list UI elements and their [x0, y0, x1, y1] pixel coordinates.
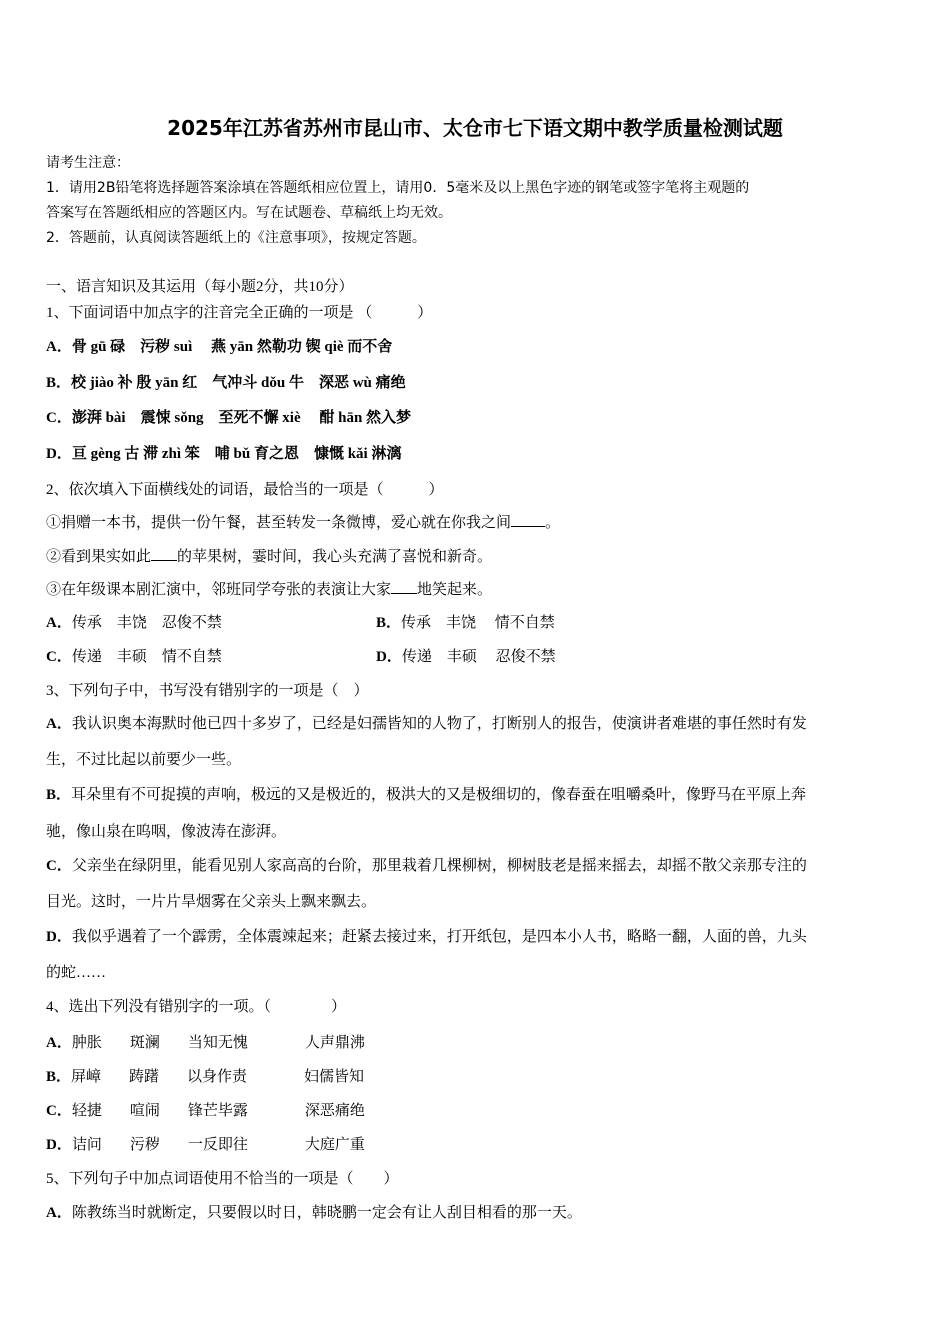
- option-label: B．: [46, 375, 72, 391]
- option-text: 耳朵里有不可捉摸的声响，极远的又是极近的，极洪大的又是极细切的，像春蚕在咀嚼桑叶，像野马在平原上奔: [71, 787, 807, 803]
- option-label: D．: [46, 929, 72, 945]
- option-label: B．: [376, 615, 402, 631]
- question-3-option-a-line-2: 生，不过比起以前要少一些。: [46, 752, 242, 768]
- question-2-sentence-3: [46, 578, 492, 599]
- option-label: C．: [46, 858, 72, 874]
- question-2-stem: 2、依次填入下面横线处的词语，最恰当的一项是（ ）: [46, 482, 444, 498]
- word: 深恶痛绝: [304, 1103, 365, 1119]
- section-heading: 一、语言知识及其运用（每小题2分，共10分）: [46, 279, 354, 295]
- question-2-option-d: [376, 645, 556, 666]
- sentence-text: 。: [545, 515, 561, 531]
- notice-item-1-line-2: 答案写在答题纸相应的答题区内。写在试题卷、草稿纸上均无效。: [46, 205, 452, 221]
- question-2-option-b: [376, 611, 555, 632]
- option-text: 我似乎遇着了一个霹雳，全体震竦起来；赶紧去接过来，打开纸包，是四本小人书，略略一翻，人面的兽，九头: [71, 929, 807, 945]
- option-text: 陈教练当时就断定，只要假以时日，韩晓鹏一定会有让人刮目相看的那一天。: [71, 1205, 582, 1221]
- question-3-option-c-line-1: [46, 854, 807, 875]
- option-text: 父亲坐在绿阴里，能看见别人家高高的台阶，那里栽着几棵柳树，柳树肢老是摇来摇去，却摇不散父亲那专注的: [71, 858, 807, 874]
- question-2-option-c: [46, 645, 222, 666]
- word: 污秽: [129, 1137, 160, 1153]
- option-text: 我认识奥本海默时他已四十多岁了，已经是妇孺皆知的人物了，打断别人的报告，使演讲者难堪的事任然时有发: [71, 716, 807, 732]
- option-label: D．: [46, 446, 72, 462]
- option-text: 校 jiào 补 殷 yān 红 气冲斗 dǒu 牛 深恶 wù 痛绝: [71, 375, 406, 391]
- option-label: D．: [376, 649, 402, 665]
- question-4-option-d: [46, 1133, 365, 1154]
- question-1-option-b: [46, 371, 406, 392]
- option-label: A．: [46, 716, 72, 732]
- question-4-option-b: [46, 1065, 364, 1086]
- sentence-text: ③在年级课本剧汇演中，邻班同学夸张的表演让大家: [46, 582, 392, 598]
- option-label: A．: [46, 339, 72, 355]
- question-3-option-a-line-1: [46, 712, 807, 733]
- question-4-option-c: [46, 1099, 365, 1120]
- sentence-text: 地笑起来。: [417, 582, 493, 598]
- fill-blank: [511, 514, 545, 527]
- option-label: C．: [46, 410, 72, 426]
- question-2-option-a: [46, 611, 222, 632]
- option-text: 传承 丰饶 忍俊不禁: [71, 615, 222, 631]
- question-3-option-b-line-2: 驰，像山泉在呜咽，像波涛在澎湃。: [46, 824, 287, 840]
- question-3-option-b-line-1: [46, 783, 806, 804]
- question-3-option-d-line-1: [46, 925, 807, 946]
- question-3-stem: 3、下列句子中，书写没有错别字的一项是（ ）: [46, 683, 369, 699]
- word: 肿胀: [71, 1035, 102, 1051]
- word: 妇儒皆知: [304, 1069, 365, 1085]
- word: 轻捷: [71, 1103, 102, 1119]
- word: 锋芒毕露: [187, 1103, 248, 1119]
- word: 大庭广重: [304, 1137, 365, 1153]
- question-1-option-c: [46, 406, 411, 427]
- option-label: D．: [46, 1137, 72, 1153]
- option-label: A．: [46, 1205, 72, 1221]
- notice-item-1-line-1: 1．请用2B铅笔将选择题答案涂填在答题纸相应位置上，请用0．5毫米及以上黑色字迹的钢笔或签字笔将主观题的: [46, 180, 750, 196]
- notice-heading: 请考生注意：: [46, 155, 130, 171]
- sentence-text: ①捐赠一本书，提供一份午餐，甚至转发一条微博，爱心就在你我之间: [46, 515, 512, 531]
- option-text: 骨 gū 碌 污秽 suì 燕 yān 然勒功 锲 qiè 而不舍: [71, 339, 393, 355]
- option-label: B．: [46, 787, 72, 803]
- word: 当知无愧: [187, 1035, 248, 1051]
- notice-item-2: 2．答题前，认真阅读答题纸上的《注意事项》，按规定答题。: [46, 230, 426, 246]
- sentence-text: ②看到果实如此: [46, 549, 152, 565]
- question-5-option-a: [46, 1201, 582, 1222]
- word: 屏嶂: [71, 1069, 102, 1085]
- option-text: 传递 丰硕 情不自禁: [71, 649, 222, 665]
- fill-blank: [391, 581, 417, 594]
- page-title: 2025年江苏省苏州市昆山市、太仓市七下语文期中教学质量检测试题: [167, 116, 783, 140]
- fill-blank: [151, 548, 177, 561]
- question-1-stem: 1、下面词语中加点字的注音完全正确的一项是 （ ）: [46, 305, 433, 321]
- sentence-text: 的苹果树，霎时间，我心头充满了喜悦和新奇。: [177, 549, 493, 565]
- option-label: A．: [46, 1035, 72, 1051]
- question-3-option-d-line-2: 的蛇……: [46, 965, 107, 981]
- option-label: C．: [46, 649, 72, 665]
- question-1-option-a: [46, 335, 392, 356]
- question-3-option-c-line-2: 目光。这时，一片片旱烟雾在父亲头上飘来飘去。: [46, 894, 377, 910]
- word: 一反即往: [187, 1137, 248, 1153]
- option-text: 亘 gèng 古 滞 zhì 笨 哺 bǔ 育之恩 慷慨 kǎi 淋漓: [71, 446, 402, 462]
- word: 人声鼎沸: [304, 1035, 365, 1051]
- word: 以身作责: [187, 1069, 248, 1085]
- question-1-option-d: [46, 442, 401, 463]
- word: 喧闹: [129, 1103, 160, 1119]
- option-text: 澎湃 bài 震悚 sǒng 至死不懈 xiè 酣 hān 然入梦: [71, 410, 412, 426]
- option-label: A．: [46, 615, 72, 631]
- option-label: C．: [46, 1103, 72, 1119]
- word: 斑澜: [129, 1035, 160, 1051]
- word: 诘问: [71, 1137, 102, 1153]
- option-text: 传承 丰饶 情不自禁: [401, 615, 555, 631]
- option-label: B．: [46, 1069, 72, 1085]
- option-text: 传递 丰硕 忍俊不禁: [401, 649, 556, 665]
- question-2-sentence-1: [46, 511, 560, 532]
- word: 踌躇: [129, 1069, 160, 1085]
- question-4-stem: 4、选出下列没有错别字的一项。（ ）: [46, 999, 347, 1015]
- question-5-stem: 5、下列句子中加点词语使用不恰当的一项是（ ）: [46, 1171, 399, 1187]
- question-2-sentence-2: [46, 545, 492, 566]
- question-4-option-a: [46, 1031, 365, 1052]
